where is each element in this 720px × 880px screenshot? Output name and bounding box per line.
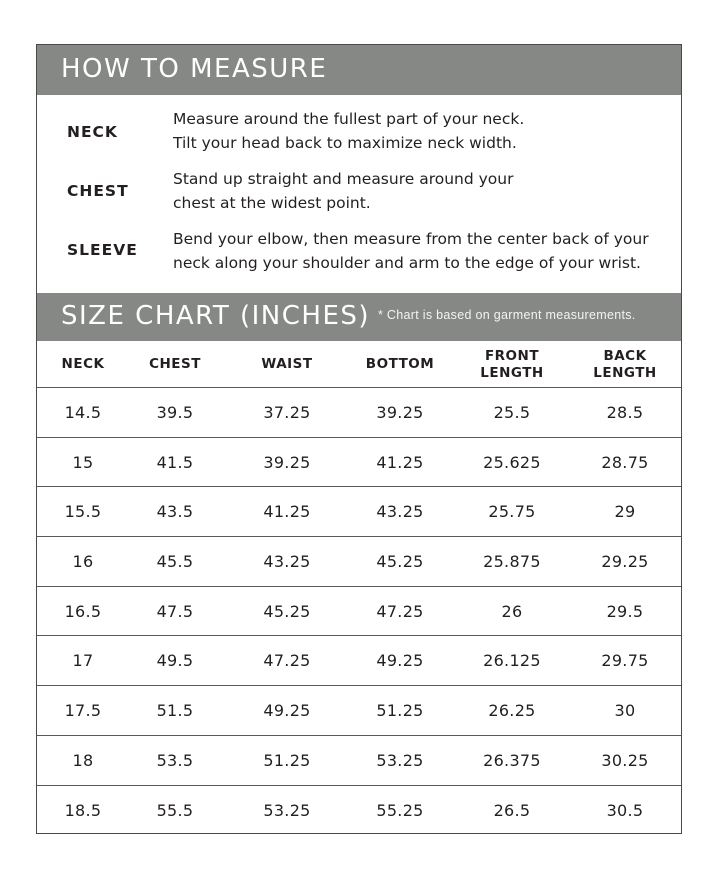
header-line: BACK (603, 347, 647, 364)
cell-back-length: 29.75 (601, 651, 649, 671)
cell-neck: 16.5 (64, 601, 102, 621)
cell-neck: 14.5 (64, 402, 102, 422)
size-table-body (37, 388, 681, 835)
cell-bottom: 53.25 (376, 750, 424, 770)
column-header-chest (129, 341, 221, 388)
cell-bottom: 45.25 (376, 551, 424, 571)
cell-back-length: 29 (614, 502, 636, 522)
cell-front-length: 26 (501, 601, 523, 621)
cell-back-length: 28.5 (606, 402, 644, 422)
cell-chest: 45.5 (156, 551, 194, 571)
cell-neck: 18.5 (64, 800, 102, 820)
description-line: chest at the widest point. (173, 194, 371, 212)
cell-front-length: 26.25 (488, 700, 536, 720)
table-row (37, 686, 681, 736)
how-to-measure-header (37, 45, 681, 95)
table-row (37, 786, 681, 836)
cell-neck: 15.5 (64, 502, 102, 522)
cell-chest: 39.5 (156, 402, 194, 422)
cell-front-length: 25.875 (483, 551, 541, 571)
cell-bottom: 49.25 (376, 651, 424, 671)
description-line: neck along your shoulder and arm to the edge of your wrist. (173, 254, 641, 272)
measure-label: SLEEVE (67, 241, 138, 259)
table-row (37, 636, 681, 686)
cell-back-length: 30.5 (606, 800, 644, 820)
cell-chest: 49.5 (156, 651, 194, 671)
size-chart-title: SIZE CHART (INCHES) (61, 301, 371, 331)
measure-description (173, 167, 663, 215)
cell-back-length: 29.25 (601, 551, 649, 571)
size-chart-note: * Chart is based on garment measurements. (378, 308, 636, 322)
header-line: LENGTH (480, 364, 544, 381)
column-header-bottom (353, 341, 447, 388)
cell-bottom: 41.25 (376, 452, 424, 472)
cell-waist: 41.25 (263, 502, 311, 522)
cell-back-length: 30 (614, 700, 636, 720)
column-header-neck (37, 341, 129, 388)
cell-neck: 17 (72, 651, 94, 671)
cell-chest: 51.5 (156, 700, 194, 720)
measure-label: CHEST (67, 182, 129, 200)
cell-back-length: 28.75 (601, 452, 649, 472)
cell-waist: 53.25 (263, 800, 311, 820)
cell-waist: 43.25 (263, 551, 311, 571)
description-line: Measure around the fullest part of your neck. (173, 110, 525, 128)
cell-bottom: 51.25 (376, 700, 424, 720)
cell-front-length: 25.625 (483, 452, 541, 472)
header-line: WAIST (261, 356, 313, 372)
header-line: CHEST (149, 356, 201, 372)
header-line: NECK (61, 356, 105, 372)
cell-chest: 41.5 (156, 452, 194, 472)
table-row (37, 736, 681, 786)
cell-waist: 51.25 (263, 750, 311, 770)
header-line: LENGTH (593, 364, 657, 381)
cell-waist: 37.25 (263, 402, 311, 422)
cell-waist: 39.25 (263, 452, 311, 472)
how-to-measure-title: HOW TO MEASURE (61, 54, 328, 84)
cell-front-length: 26.125 (483, 651, 541, 671)
cell-bottom: 47.25 (376, 601, 424, 621)
measure-label: NECK (67, 123, 118, 141)
description-line: Tilt your head back to maximize neck width. (173, 134, 517, 152)
table-row (37, 587, 681, 637)
description-line: Stand up straight and measure around your (173, 170, 514, 188)
cell-front-length: 26.5 (493, 800, 531, 820)
header-line: BOTTOM (365, 356, 435, 372)
size-table-header (37, 341, 681, 388)
table-row (37, 537, 681, 587)
cell-neck: 15 (72, 452, 94, 472)
size-guide-panel (36, 44, 682, 834)
cell-neck: 16 (72, 551, 94, 571)
cell-chest: 47.5 (156, 601, 194, 621)
cell-back-length: 30.25 (601, 750, 649, 770)
cell-waist: 45.25 (263, 601, 311, 621)
cell-front-length: 26.375 (483, 750, 541, 770)
column-header-waist (221, 341, 353, 388)
table-row (37, 438, 681, 488)
cell-front-length: 25.5 (493, 402, 531, 422)
cell-neck: 18 (72, 750, 94, 770)
cell-front-length: 25.75 (488, 502, 536, 522)
size-chart-header (37, 293, 681, 341)
cell-bottom: 55.25 (376, 800, 424, 820)
cell-chest: 53.5 (156, 750, 194, 770)
cell-waist: 47.25 (263, 651, 311, 671)
cell-chest: 43.5 (156, 502, 194, 522)
table-row (37, 487, 681, 537)
cell-waist: 49.25 (263, 700, 311, 720)
table-row (37, 388, 681, 438)
header-line: FRONT (484, 347, 540, 364)
cell-back-length: 29.5 (606, 601, 644, 621)
column-header-front-length (447, 341, 577, 388)
measure-description (173, 107, 663, 155)
cell-bottom: 39.25 (376, 402, 424, 422)
description-line: Bend your elbow, then measure from the center back of your (173, 230, 649, 248)
cell-bottom: 43.25 (376, 502, 424, 522)
cell-neck: 17.5 (64, 700, 102, 720)
measure-description (173, 227, 663, 275)
column-header-back-length (567, 341, 683, 388)
cell-chest: 55.5 (156, 800, 194, 820)
